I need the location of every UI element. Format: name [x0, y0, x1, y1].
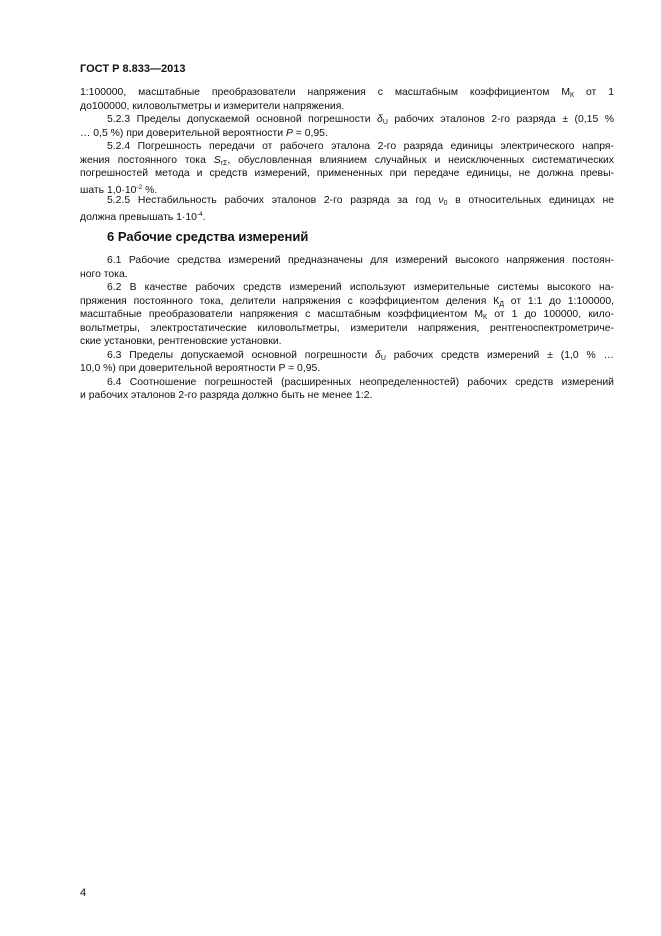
text-segment: шать 1,0·10 — [80, 184, 137, 196]
text-segment: 5.2.3 Пределы допускаемой основной погрешности — [107, 114, 378, 125]
text-segment: 0 — [443, 200, 448, 207]
text-line — [80, 335, 614, 349]
text-segment: δ — [377, 114, 383, 125]
text-segment: масштабные преобразователи напряжения с масштабным коэффициентом M — [80, 309, 484, 320]
page-number: 4 — [80, 887, 87, 899]
text-segment: до100000, киловольтметры и измерители напряжения. — [80, 100, 345, 112]
text-line — [80, 308, 614, 322]
text-segment: 5.2.5 Нестабильность рабочих эталонов 2-го разряда за год — [107, 195, 439, 206]
text-segment: δ — [375, 349, 381, 361]
text-segment: S — [213, 154, 221, 166]
text-segment: 6.4 Соотношение погрешностей (расширенных неопределенностей) рабочих средств измерений — [107, 376, 614, 388]
text-segment: … 0,5 %) при доверительной вероятности — [80, 127, 286, 139]
text-segment: rΣ — [220, 159, 228, 167]
text-segment: 5.2.4 Погрешность передачи от рабочего эталона 2-го разряда единицы электрического напря- — [107, 141, 614, 152]
text-line — [80, 140, 614, 154]
text-segment: от 1:1 до 1:100000, — [503, 295, 614, 307]
text-line — [80, 86, 614, 100]
text-line — [80, 268, 614, 282]
text-segment: 6.1 Рабочие средства измерений предназначены для измерений высокого напряжения постоян- — [107, 255, 614, 266]
text-segment: ного тока. — [80, 268, 128, 280]
text-line — [80, 208, 614, 222]
text-segment: = 0,95. — [292, 127, 328, 139]
text-line — [80, 376, 614, 390]
text-segment: P — [285, 127, 293, 139]
text-segment: 10,0 %) при доверительной вероятности P = 0,95. — [80, 363, 321, 374]
section-6-paragraphs — [80, 254, 614, 403]
text-segment: -4 — [196, 210, 203, 218]
document-header: ГОСТ Р 8.833—2013 — [80, 63, 186, 75]
text-segment: Д — [499, 300, 504, 308]
text-line — [80, 322, 614, 336]
text-segment: 6.2 В качестве рабочих средств измерений используют измерительные системы высокого на- — [107, 282, 614, 293]
text-line — [80, 100, 614, 114]
text-segment: рабочих средств измерений ± (1,0 % … — [385, 349, 614, 361]
text-segment: U — [382, 119, 388, 126]
text-line — [80, 127, 614, 141]
section-5-paragraphs — [80, 86, 614, 221]
text-segment: от 1 до 100000, кило- — [487, 309, 614, 320]
text-segment: пряжения постоянного тока, делители напряжения с коэффициентом деления К — [80, 295, 500, 307]
text-segment: , обусловленная влиянием случайных и неисключенных систематических — [227, 154, 614, 166]
text-segment: жения постоянного тока — [80, 154, 214, 166]
text-line — [80, 254, 614, 268]
text-segment: от 1 — [574, 87, 614, 98]
text-segment: %. — [142, 184, 158, 196]
section-heading: 6 Рабочие средства измерений — [107, 229, 309, 244]
text-line — [80, 113, 614, 127]
text-segment: . — [202, 211, 206, 223]
text-segment: К — [569, 92, 575, 99]
text-segment: рабочих эталонов 2-го разряда ± (0,15 % — [387, 114, 614, 125]
text-segment: ν — [438, 195, 444, 206]
text-line — [80, 389, 614, 403]
text-segment: К — [483, 314, 488, 321]
text-segment: погрешностей метода и средств измерений, примененных при передаче единицы, не должна превы- — [80, 168, 614, 179]
text-line — [80, 154, 614, 168]
text-segment: 1:100000, масштабные преобразователи напряжения с масштабным коэффициентом M — [80, 87, 570, 98]
text-segment: ские установки, рентгеновские установки. — [80, 336, 282, 347]
text-line — [80, 194, 614, 208]
text-segment: и рабочих эталонов 2-го разряда должно быть не менее 1:2. — [80, 390, 373, 401]
text-line — [80, 362, 614, 376]
text-segment: -2 — [136, 183, 143, 191]
text-segment: должна превышать 1·10 — [80, 211, 197, 223]
text-line — [80, 281, 614, 295]
text-segment: в относительных единицах не — [447, 195, 614, 206]
text-line — [80, 167, 614, 181]
text-segment: вольтметры, электростатические киловольтметры, измерители напряжения, рентгеноспектрометриче- — [80, 322, 614, 334]
text-line — [80, 181, 614, 195]
text-segment: U — [380, 354, 386, 362]
text-segment: 6.3 Пределы допускаемой основной погрешности — [107, 349, 376, 361]
text-line — [80, 295, 614, 309]
text-line — [80, 349, 614, 363]
